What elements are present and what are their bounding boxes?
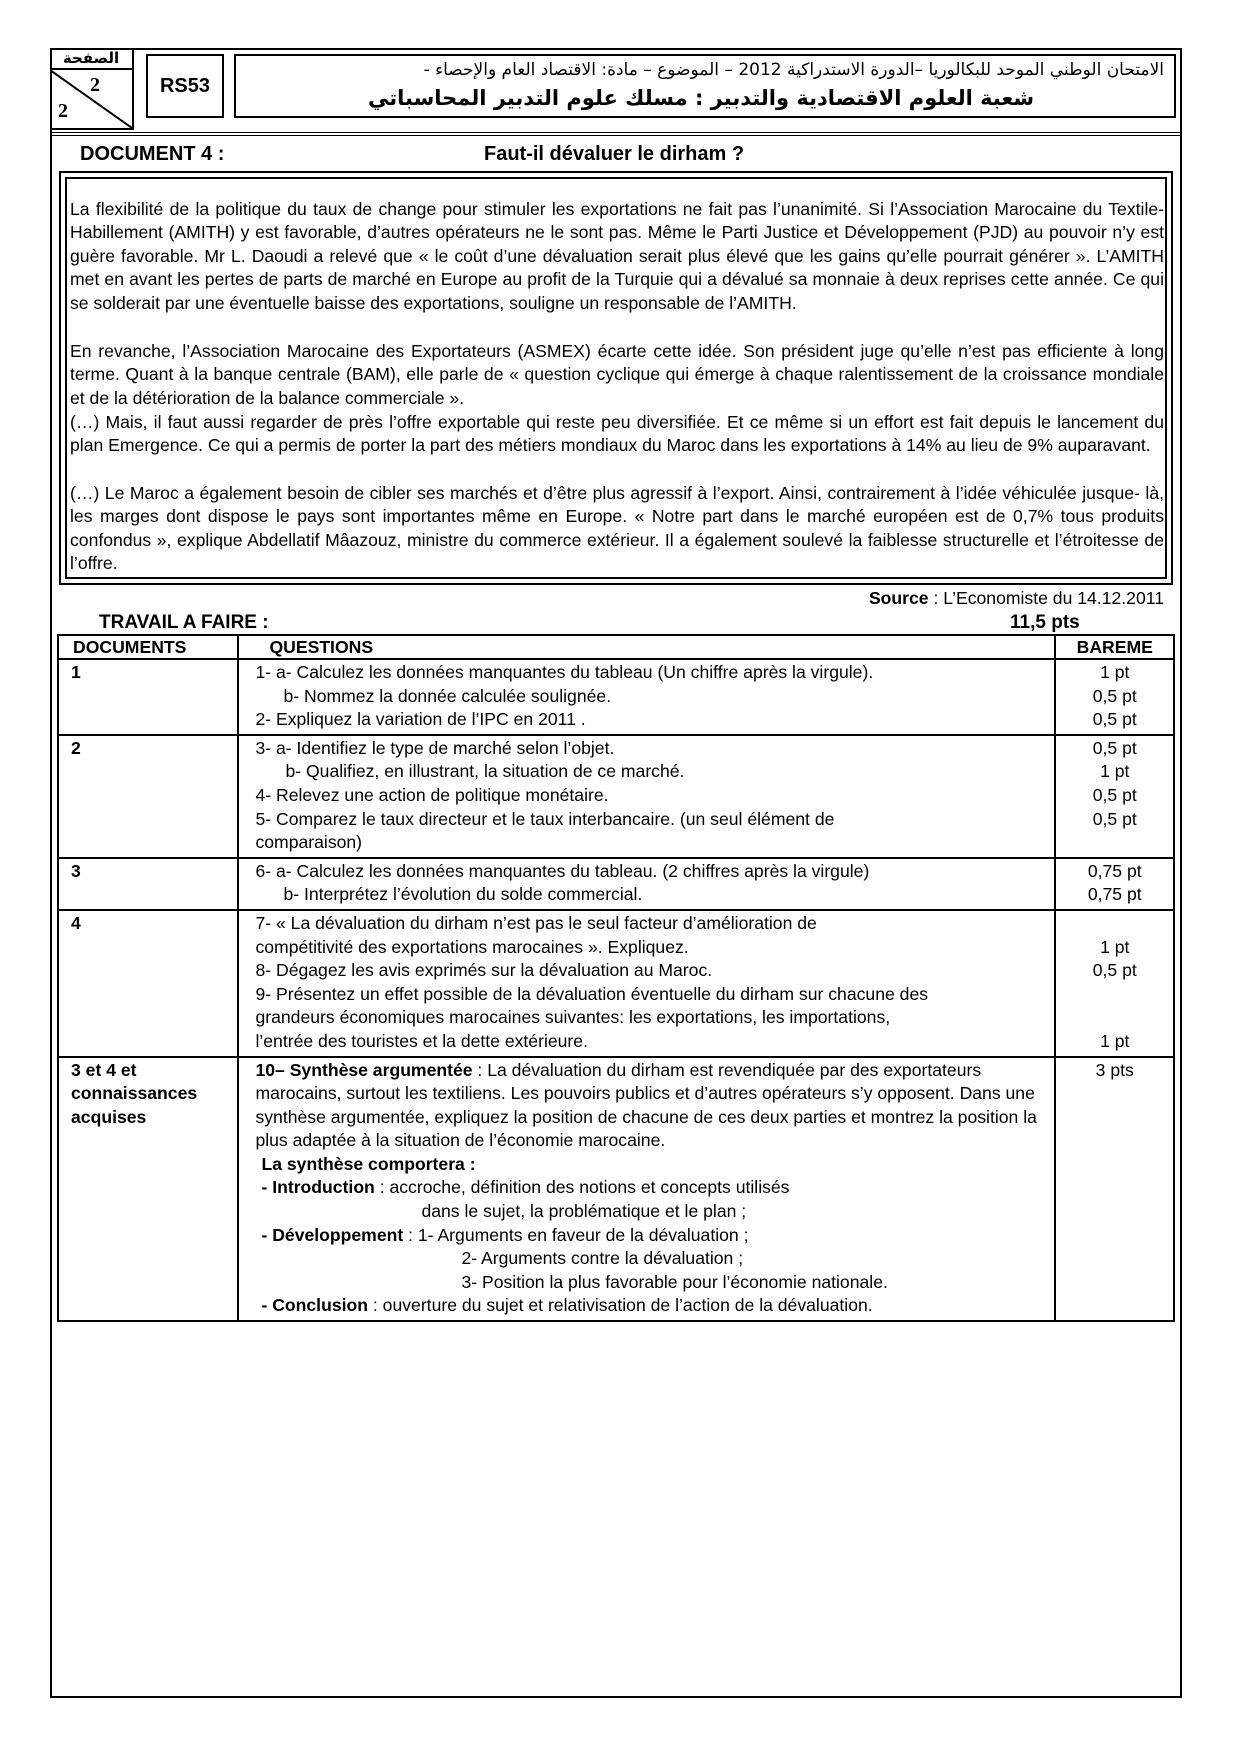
row-questions xyxy=(238,910,1055,1057)
points-line: 0,5 pt xyxy=(1092,784,1137,805)
points-line: 1 pt xyxy=(1100,1030,1130,1051)
synthesis-intro xyxy=(255,1176,1050,1200)
row-questions xyxy=(238,659,1055,735)
row-points xyxy=(1055,735,1174,858)
header-documents: DOCUMENTS xyxy=(58,635,238,659)
paragraph-2: En revanche, l’Association Marocaine des Exportateurs (ASMEX) écarte cette idée. Son président juge qu’elle n’est pas efficiente à long terme. Quant à la banque centrale (BAM), elle parle de « question cyclique qui émerge à chaque ralentissement de la croissance mondiale et de la détérioration de la balance commerciale ». xyxy=(70,340,1164,408)
question-line: 4- Relevez une action de politique monétaire. xyxy=(255,784,609,805)
intro-text: : accroche, définition des notions et concepts utilisés xyxy=(374,1177,790,1198)
question-line: 7- « La dévaluation du dirham n’est pas le seul facteur d’amélioration de xyxy=(255,912,817,933)
table-row xyxy=(58,858,1174,910)
row-points xyxy=(1055,910,1174,1057)
conclusion-label: - Conclusion xyxy=(261,1295,368,1316)
synthesis-statement xyxy=(255,1059,1050,1153)
row-doc: 3 xyxy=(58,858,238,910)
exam-header xyxy=(50,48,1182,130)
document-label: DOCUMENT 4 : xyxy=(80,143,225,165)
task-points: 11,5 pts xyxy=(1010,612,1080,633)
conclusion-text: : ouverture du sujet et relativisation de l’action de la dévaluation. xyxy=(368,1295,873,1316)
question-line: 3- a- Identifiez le type de marché selon l’objet. xyxy=(255,737,615,758)
page-total: 2 xyxy=(58,100,68,122)
question-line: 6- a- Calculez les données manquantes du tableau. (2 chiffres après la virgule) xyxy=(255,860,870,881)
row-points xyxy=(1055,858,1174,910)
header-rule xyxy=(50,132,1182,136)
source-text: : L’Economiste du 14.12.2011 xyxy=(928,588,1164,608)
question-line: 9- Présentez un effet possible de la dévaluation éventuelle du dirham sur chacune des xyxy=(255,983,929,1004)
points-line: 3 pts xyxy=(1095,1059,1134,1080)
row-questions xyxy=(238,735,1055,858)
page-label: الصفحة xyxy=(50,48,132,70)
table-row xyxy=(58,735,1174,858)
table-row xyxy=(58,659,1174,735)
paragraph-4: (…) Le Maroc a également besoin de cibler ses marchés et d’être plus agressif à l’export. Ainsi, contrairement à l’idée véhiculée jusque- là, les marges dont dispose le pays sont importantes même en Europe. « Notre part dans le marché européen est de 0,7% tous produits confondus », explique Abdellatif Mâazouz, ministre du commerce extérieur. Il a également soulevé la faiblesse structurelle et l’étroitesse de l’offre. xyxy=(70,482,1164,574)
synthesis-doc-line: acquises xyxy=(71,1106,147,1127)
question-line: 8- Dégagez les avis exprimés sur la dévaluation au Maroc. xyxy=(255,960,713,981)
synthesis-heading: 10– Synthèse argumentée xyxy=(255,1059,473,1080)
question-line: b- Nommez la donnée calculée soulignée. xyxy=(283,685,612,706)
points-line: 0,75 pt xyxy=(1087,884,1142,905)
question-line: comparaison) xyxy=(255,832,363,853)
table-row xyxy=(58,1057,1174,1322)
question-line: grandeurs économiques marocaines suivantes: les exportations, les importations, xyxy=(255,1007,891,1028)
row-doc: 1 xyxy=(58,659,238,735)
task-title: TRAVAIL A FAIRE : xyxy=(99,612,269,633)
question-line: 1- a- Calculez les données manquantes du tableau (Un chiffre après la virgule). xyxy=(255,662,874,682)
row-questions xyxy=(238,1057,1055,1322)
document-source xyxy=(869,588,1164,609)
question-line: l’entrée des touristes et la dette extérieure. xyxy=(255,1030,588,1051)
points-line: 0,5 pt xyxy=(1092,685,1137,706)
row-doc: 4 xyxy=(58,910,238,1057)
page-indicator xyxy=(50,48,134,130)
row-questions xyxy=(238,858,1055,910)
synthesis-doc-line: 3 et 4 et xyxy=(71,1059,137,1080)
source-label: Source xyxy=(868,588,929,608)
question-line: 5- Comparez le taux directeur et le taux interbancaire. (un seul élément de xyxy=(255,808,835,829)
synthesis-dev-3: 3- Position la plus favorable pour l’économie nationale. xyxy=(461,1271,888,1292)
paragraph-3: (…) Mais, il faut aussi regarder de près l’offre exportable qui reste peu diversifiée. Et ce même si un effort est fait depuis le lancement du plan Emergence. Ce qui a permis de porter la part des métiers mondiaux du Maroc dans les exportations à 14% au lieu de 9% auparavant. xyxy=(70,411,1164,456)
header-bareme: BAREME xyxy=(1055,635,1174,659)
question-line: b- Qualifiez, en illustrant, la situation de ce marché. xyxy=(285,761,685,782)
points-line: 0,5 pt xyxy=(1092,808,1137,829)
synthesis-doc-line: connaissances xyxy=(71,1083,198,1104)
row-doc: 2 xyxy=(58,735,238,858)
points-line: 1 pt xyxy=(1100,662,1130,682)
synthesis-conclusion xyxy=(255,1294,1050,1318)
dev-text: : 1- Arguments en faveur de la dévaluation ; xyxy=(403,1224,749,1245)
document-title: Faut-il dévaluer le dirham ? xyxy=(484,143,745,165)
exam-code: RS53 xyxy=(146,54,224,118)
paragraph-1: La flexibilité de la politique du taux de change pour stimuler les exportations ne fait pas l’unanimité. Si l’Association Marocaine du Textile- Habillement (AMITH) y est favorable, d’autres opérateurs ne le sont pas. Même le Parti Justice et Développement (PJD) au pouvoir n’y est guère favorable. Mr L. Daoudi a relevé que « le coût d’une dévaluation serait plus élevé que les gains qu’elle pourrait générer ». L’AMITH met en avant les pertes de parts de marché en Europe au profit de la Turquie qui a dévalué sa monnaie à deux reprises cette année. Ce qui se solderait par une éventuelle baisse des exportations, souligne un responsable de l’AMITH. xyxy=(70,198,1164,313)
question-line: b- Interprétez l’évolution du solde commercial. xyxy=(283,884,643,905)
header-questions: QUESTIONS xyxy=(238,635,1055,659)
row-doc xyxy=(58,1057,238,1322)
synthesis-text: : La dévaluation du dirham est revendiquée par des exportateurs marocains, surtout les textiliens. Les pouvoirs publics et d’autres opérateurs s’y opposent. Dans une synthèse argumentée, expliquez la position de chacune de ces deux parties et montrez la position la plus adaptée à la situation de l’économie marocaine. xyxy=(255,1059,1037,1151)
points-line: 0,75 pt xyxy=(1087,860,1142,881)
synthesis-development xyxy=(255,1224,1050,1248)
points-line: 0,5 pt xyxy=(1092,709,1137,730)
points-line: 1 pt xyxy=(1100,761,1130,782)
branch-line: شعبة العلوم الاقتصادية والتدبير : مسلك علوم التدبير المحاسباتي xyxy=(368,86,1034,110)
synthesis-structure-title: La synthèse comportera : xyxy=(261,1153,476,1174)
intro-label: - Introduction xyxy=(261,1177,375,1198)
page-number: 2 xyxy=(90,74,100,96)
table-row xyxy=(58,910,1174,1057)
points-line: 0,5 pt xyxy=(1092,737,1137,758)
questions-table xyxy=(57,634,1175,1322)
synthesis-dev-2: 2- Arguments contre la dévaluation ; xyxy=(461,1248,744,1269)
row-points xyxy=(1055,1057,1174,1322)
dev-label: - Développement xyxy=(261,1224,404,1245)
question-line: compétitivité des exportations marocaines ». Expliquez. xyxy=(255,936,689,957)
exam-title-box xyxy=(234,54,1176,118)
points-line: 0,5 pt xyxy=(1092,960,1137,981)
exam-line: الامتحان الوطني الموحد للبكالوريا –الدورة الاستدراكية 2012 – الموضوع – مادة: الاقتصاد العام والإحصاء - xyxy=(423,60,1164,80)
table-header-row xyxy=(58,635,1174,659)
row-points xyxy=(1055,659,1174,735)
synthesis-intro-cont: dans le sujet, la problématique et le plan ; xyxy=(421,1201,747,1222)
question-line: 2- Expliquez la variation de l’IPC en 2011 . xyxy=(255,709,586,730)
points-line: 1 pt xyxy=(1100,936,1130,957)
